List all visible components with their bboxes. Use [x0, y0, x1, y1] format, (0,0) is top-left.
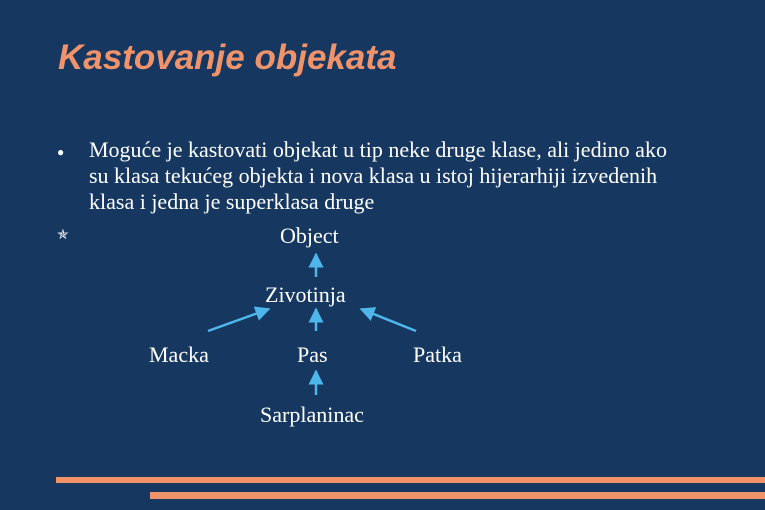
- star-bullet-icon: ✯: [57, 228, 69, 243]
- arrow-macka-to-zivotinja: [208, 309, 269, 331]
- node-zivotinja: Zivotinja: [265, 282, 346, 307]
- bullet-dot-icon: ●: [57, 145, 65, 159]
- node-sarplaninac: Sarplaninac: [260, 402, 364, 427]
- slide-title: Kastovanje objekata: [58, 38, 397, 77]
- accent-bar-top: [56, 477, 765, 483]
- node-patka: Patka: [413, 342, 462, 367]
- node-object: Object: [280, 223, 339, 248]
- accent-bar-bottom: [150, 492, 765, 499]
- node-pas: Pas: [297, 342, 328, 367]
- node-macka: Macka: [149, 342, 209, 367]
- bullet-text: Moguće je kastovati objekat u tip neke druge klase, ali jedino ako su klasa tekućeg objekta i nova klasa u istoj hijerarhiji izvedenih klasa i jedna je superklasa druge: [89, 137, 667, 214]
- arrow-patka-to-zivotinja: [361, 309, 416, 331]
